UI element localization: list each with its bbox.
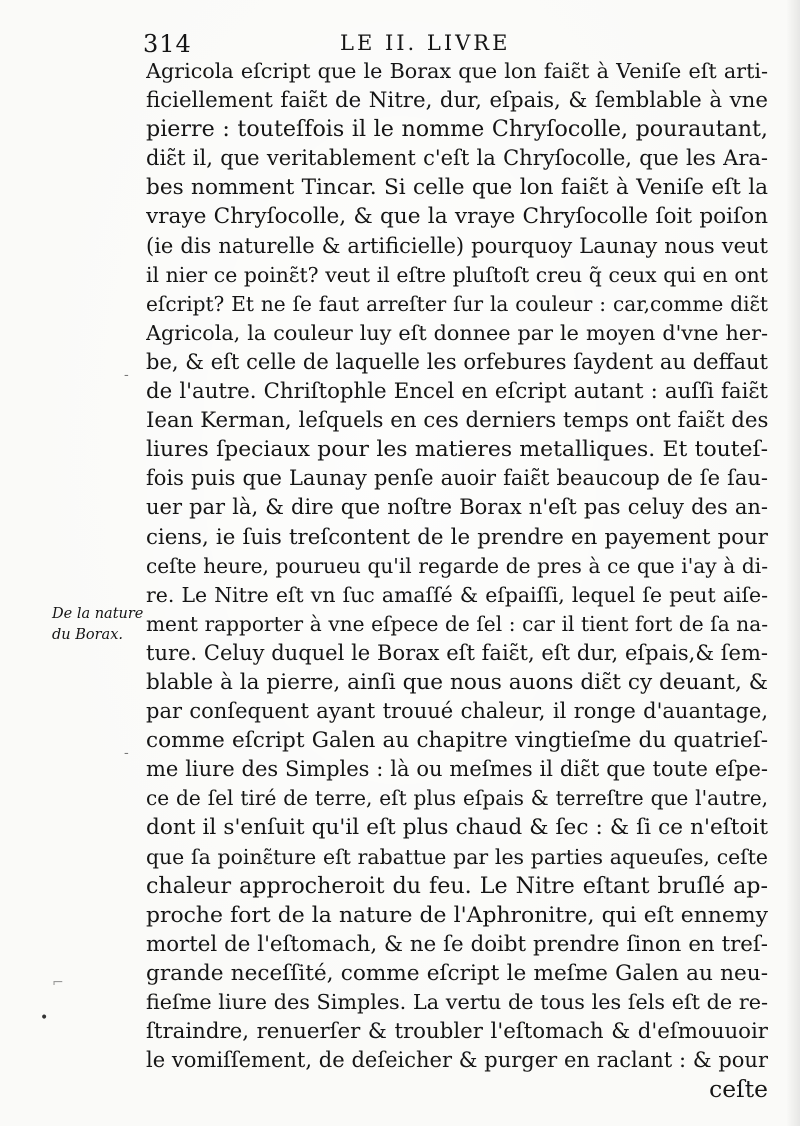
- text-line: bes nomment Tincar. Si celle que lon faiɛ̃t à Veniſe eſt la: [146, 175, 768, 201]
- catchword: ceſte: [709, 1075, 768, 1104]
- ink-speck: •: [40, 1010, 49, 1026]
- text-line: diɛ̃t il, que veritablement c'eſt la Chryſocolle, que les Ara-: [146, 146, 768, 171]
- text-line: comme eſcript Galen au chapitre vingtieſme du quatrieſ-: [146, 728, 768, 754]
- text-line: eſcript? Et ne ſe faut arreſter ſur la couleur : car,comme diɛ̃t: [146, 291, 768, 316]
- text-line: (ie dis naturelle & artificielle) pourquoy Launay nous veut: [146, 233, 768, 258]
- page-edge-shadow: [786, 0, 800, 1126]
- ink-speck: -: [124, 745, 129, 761]
- text-line: re. Le Nitre eſt vn ſuc amaſſé & eſpaiſſi, lequel ſe peut aiſe-: [146, 582, 768, 607]
- text-line: fieſme liure des Simples. La vertu de tous les ſels eſt de re-: [146, 990, 768, 1014]
- marginal-note-line: De la nature: [52, 606, 144, 622]
- text-line: liures ſpeciaux pour les matieres metalliques. Et touteſ-: [146, 437, 768, 463]
- text-line: ficiellement faiɛ̃t de Nitre, dur, eſpais, & ſemblable à vne: [146, 88, 768, 114]
- text-line: ture. Celuy duquel le Borax eſt faiɛ̃t, eſt dur, eſpais,& ſem-: [146, 640, 768, 665]
- text-line: proche fort de la nature de l'Aphronitre, qui eſt ennemy: [146, 902, 768, 928]
- text-line: ſtraindre, renuerſer & troubler l'eſtomach & d'eſmouuoir: [146, 1019, 768, 1045]
- text-line: chaleur approcheroit du feu. Le Nitre eſtant bruſlé ap-: [146, 872, 768, 899]
- page-number: 314: [143, 30, 192, 58]
- text-line: vraye Chryſocolle, & que la vraye Chryſocolle ſoit poiſon: [146, 204, 768, 230]
- text-line: ce de ſel tiré de terre, eſt plus eſpais & terreſtre que l'autre,: [146, 786, 768, 811]
- text-line: Agricola, la couleur luy eſt donnee par le moyen d'vne her-: [146, 320, 768, 345]
- text-line: grande neceſſité, comme eſcript le meſme Galen au neu-: [146, 960, 768, 986]
- text-line: ciens, ie ſuis treſcontent de le prendre en payement pour: [146, 524, 768, 550]
- text-line: fois puis que Launay penſe auoir faiɛ̃t beaucoup de ſe ſau-: [146, 466, 768, 491]
- text-line: il nier ce poinɛ̃t? veut il eſtre pluſtoſt creu q̃ ceux qui en ont: [146, 262, 768, 287]
- text-line: par conſequent ayant trouué chaleur, il ronge d'auantage,: [146, 699, 768, 724]
- text-line: Agricola eſcript que le Borax que lon faiɛ̃t à Veniſe eſt arti-: [146, 59, 768, 83]
- text-line: ment rapporter à vne eſpece de ſel : car il tient fort de ſa na-: [146, 611, 768, 636]
- marginal-note: [52, 604, 143, 646]
- text-line: que ſa poinɛ̃ture eſt rabattue par les parties aqueuſes, ceſte: [146, 844, 768, 869]
- ink-speck: -: [124, 367, 129, 383]
- marginal-note-line: du Borax.: [52, 627, 123, 643]
- text-line: blable à la pierre, ainſi que nous auons diɛ̃t cy deuant, &: [146, 669, 768, 695]
- ink-speck: ⌐: [52, 975, 64, 991]
- text-line: Iean Kerman, leſquels en ces derniers temps ont faiɛ̃t des: [146, 408, 768, 434]
- text-line: be, & eſt celle de laquelle les orfebures ſaydent au deffaut: [146, 349, 768, 374]
- text-line: ceſte heure, pourueu qu'il regarde de pres à ce que i'ay à di-: [146, 553, 768, 578]
- text-line: de l'autre. Chriſtophle Encel en eſcript autant : auſſi faiɛ̃t: [146, 379, 768, 405]
- text-line: me liure des Simples : là ou meſmes il diɛ̃t que toute eſpe-: [146, 757, 768, 782]
- text-line: pierre : touteſfois il le nomme Chryſocolle, pourautant,: [146, 116, 768, 143]
- text-line: uer par là, & dire que noſtre Borax n'eſt pas celuy des an-: [146, 495, 768, 520]
- body-text: [146, 57, 768, 1104]
- text-line: le vomiſſement, de deſeicher & purger en raclant : & pour: [146, 1048, 768, 1073]
- text-line: dont il s'enſuit qu'il eſt plus chaud & ſec : & ſi ce n'eſtoit: [146, 815, 768, 841]
- running-head: LE II. LIVRE: [340, 31, 511, 55]
- text-line: mortel de l'eſtomach, & ne ſe doibt prendre ſinon en treſ-: [146, 931, 768, 957]
